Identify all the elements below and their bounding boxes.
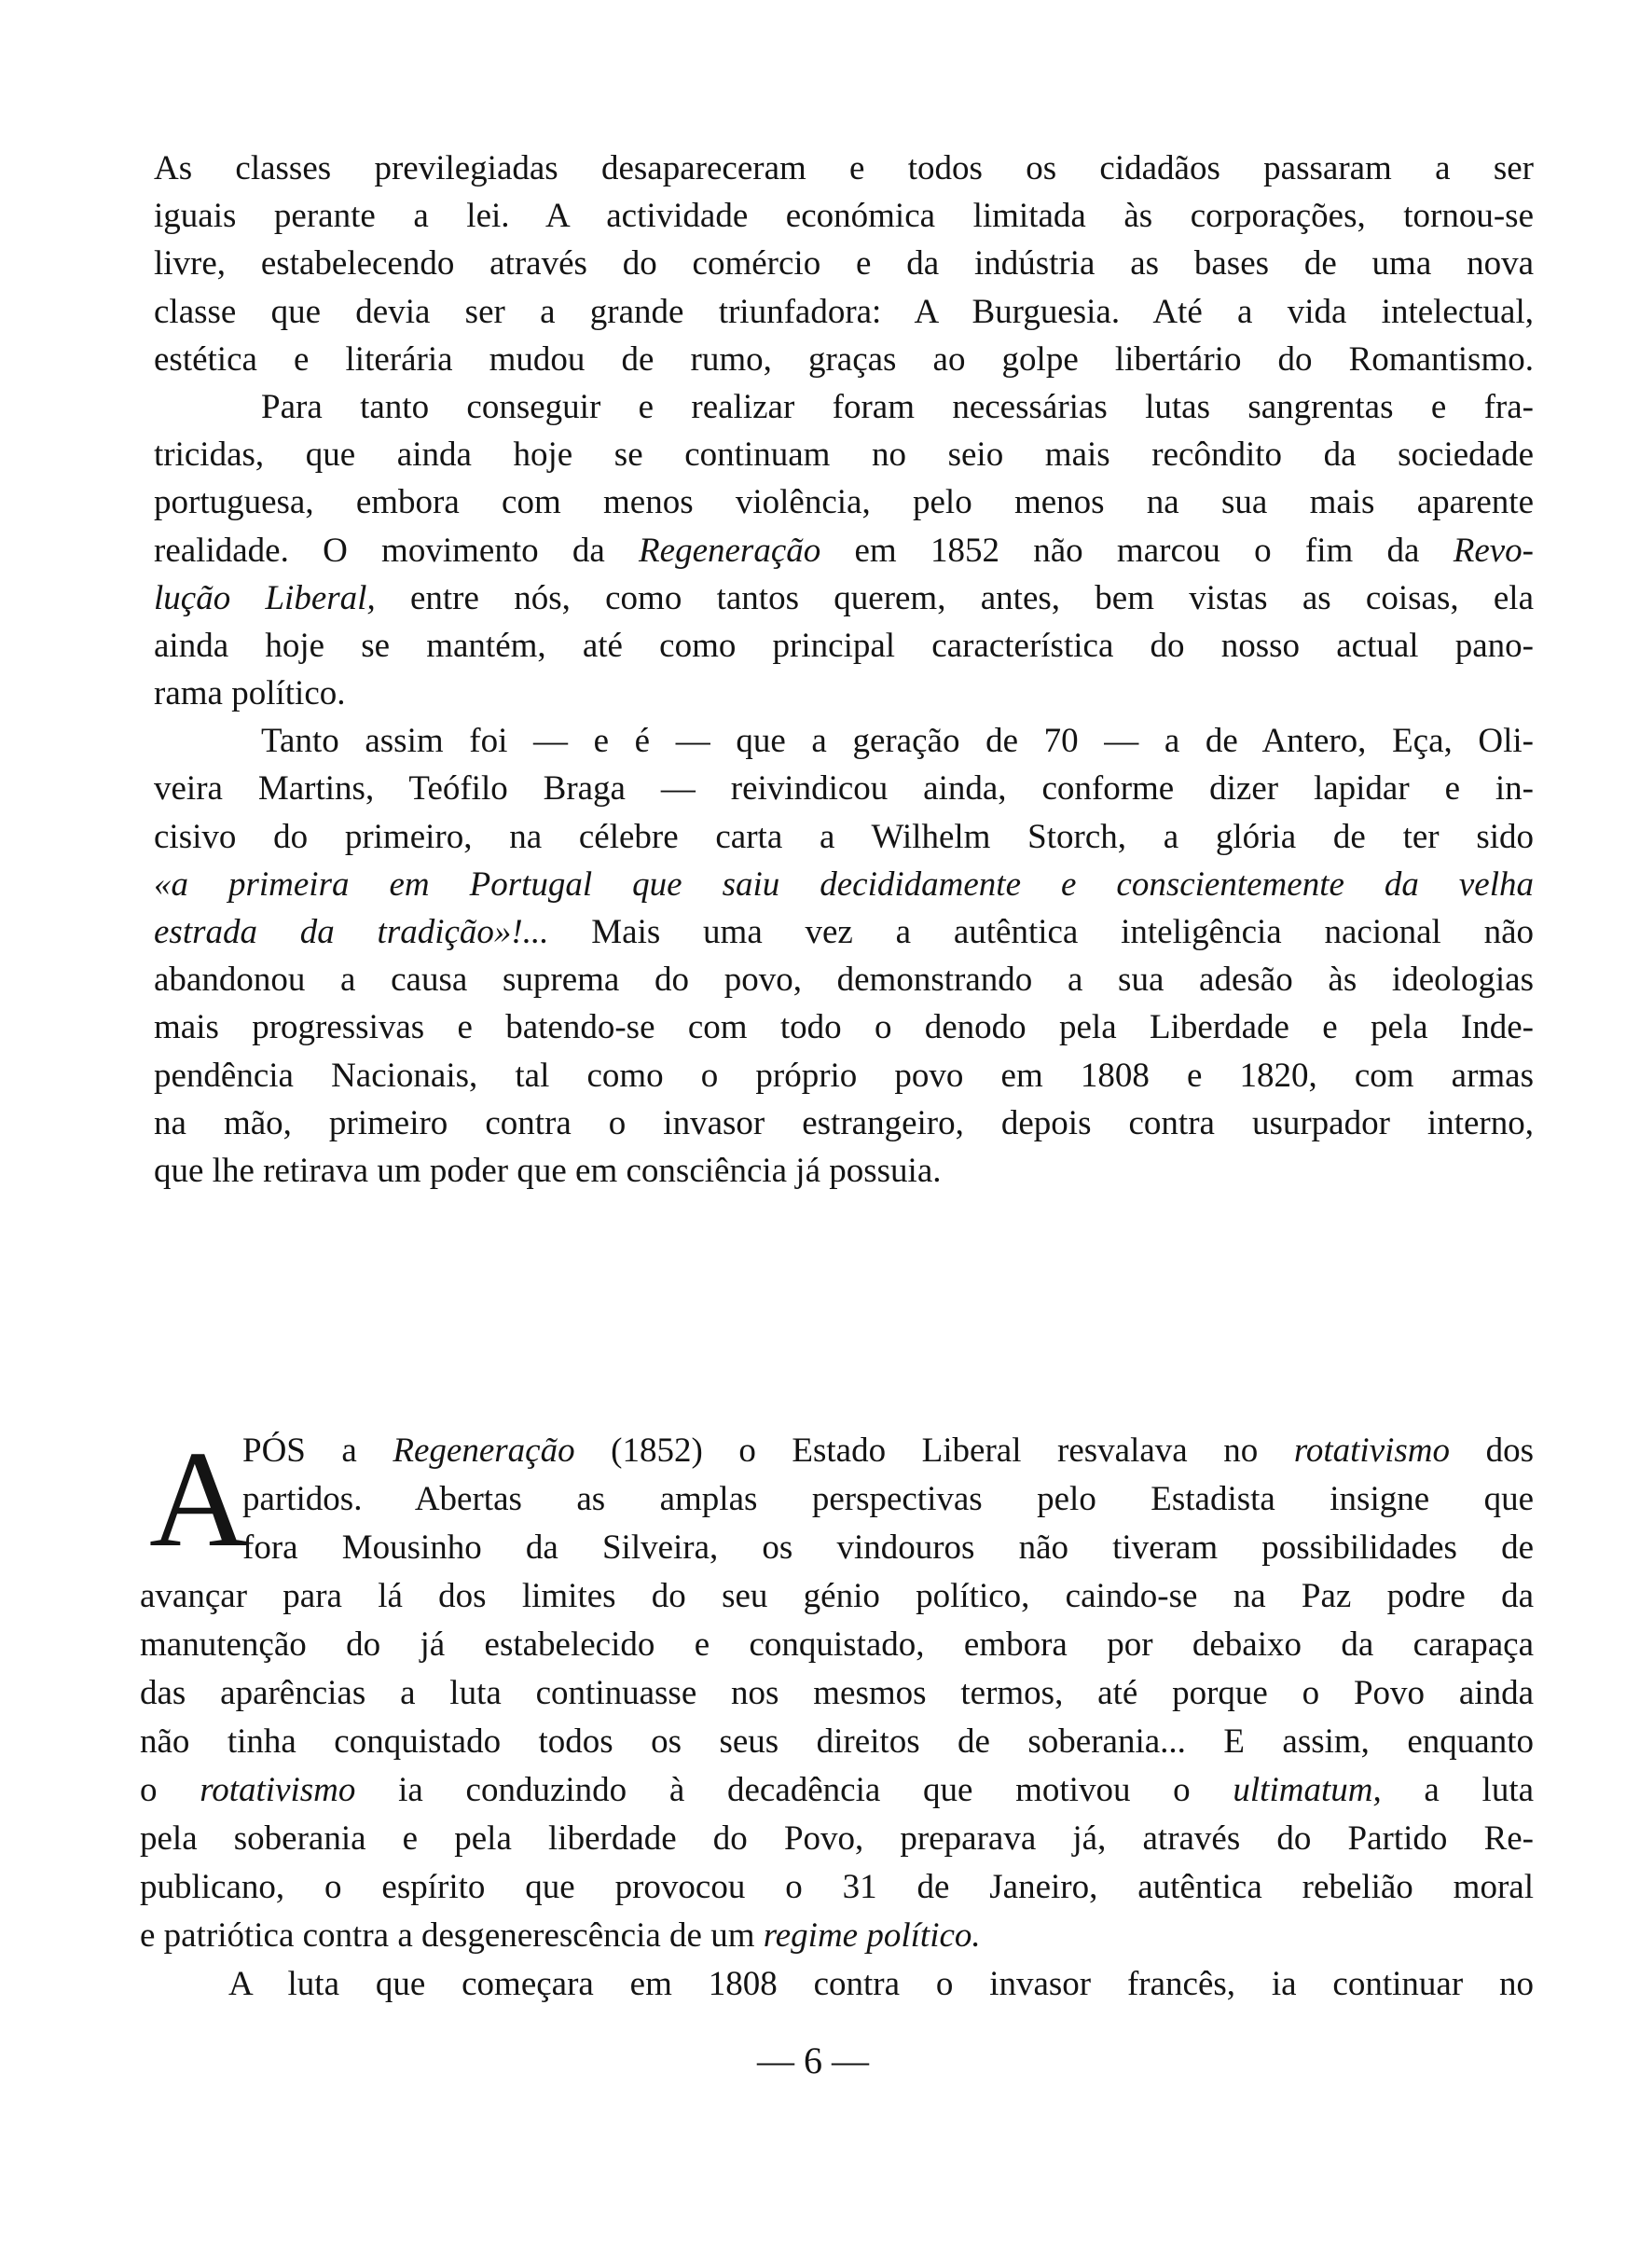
text-line: das aparências a luta continuasse nos mesmos termos, até porque o Povo ainda [140, 1674, 1534, 1712]
text-line: pela soberania e pela liberdade do Povo, preparava já, através do Partido Re- [140, 1819, 1534, 1858]
text-line: As classes previlegiadas desapareceram e todos os cidadãos passaram a ser [154, 149, 1534, 187]
text-line: o rotativismo ia conduzindo à decadência que motivou o ultimatum, a luta [140, 1771, 1535, 1809]
text-line: realidade. O movimento da Regeneração em 1852 não marcou o fim da Revo- [154, 531, 1534, 570]
text-line: lução Liberal, entre nós, como tantos querem, antes, bem vistas as coisas, ela [154, 578, 1535, 617]
text-line: avançar para lá dos limites do seu génio político, caindo-se na Paz podre da [140, 1577, 1534, 1615]
text-block-regeneration [140, 1423, 1535, 2009]
text-line: portuguesa, embora com menos violência, pelo menos na sua mais aparente [154, 483, 1534, 522]
text-line: não tinha conquistado todos os seus direitos de soberania... E assim, enquanto [140, 1722, 1534, 1761]
page-number: — 6 — [757, 2040, 869, 2081]
text-line: PÓS a Regeneração (1852) o Estado Liberal resvalava no rotativismo dos [242, 1431, 1534, 1470]
text-block-romanticism [154, 145, 1534, 1195]
text-line: A luta que começara em 1808 contra o invasor francês, ia continuar no [228, 1965, 1534, 2003]
text-line: abandonou a causa suprema do povo, demonstrando a sua adesão às ideologias [154, 961, 1534, 1000]
text-line: Para tanto conseguir e realizar foram necessárias lutas sangrentas e fra- [261, 387, 1534, 426]
text-line: cisivo do primeiro, na célebre carta a Wilhelm Storch, a glória de ter sido [154, 817, 1534, 856]
drop-cap: A [149, 1423, 249, 1576]
text-line: mais progressivas e batendo-se com todo o denodo pela Liberdade e pela Inde- [154, 1008, 1534, 1047]
text-line: Tanto assim foi — e é — que a geração de 70 — a de Antero, Eça, Oli- [261, 722, 1534, 761]
text-line: estrada da tradição»!... Mais uma vez a autêntica inteligência nacional não [154, 913, 1534, 951]
text-line: pendência Nacionais, tal como o próprio povo em 1808 e 1820, com armas [154, 1056, 1534, 1095]
text-line: na mão, primeiro contra o invasor estrangeiro, depois contra usurpador interno, [154, 1103, 1534, 1142]
text-line: fora Mousinho da Silveira, os vindouros não tiveram possibilidades de [242, 1528, 1534, 1567]
text-line: classe que devia ser a grande triunfadora: A Burguesia. Até a vida intelectual, [154, 292, 1534, 331]
text-line: manutenção do já estabelecido e conquistado, embora por debaixo da carapaça [140, 1625, 1534, 1664]
text-line: que lhe retirava um poder que em consciência já possuia. [154, 1151, 942, 1190]
text-line: tricidas, que ainda hoje se continuam no seio mais recôndito da sociedade [154, 436, 1534, 475]
text-line: partidos. Abertas as amplas perspectivas pelo Estadista insigne que [242, 1480, 1534, 1518]
text-line: ainda hoje se mantém, até como principal característica do nosso actual pano- [154, 626, 1534, 665]
text-line: livre, estabelecendo através do comércio e da indústria as bases de uma nova [154, 244, 1534, 284]
text-line: publicano, o espírito que provocou o 31 de Janeiro, autêntica rebelião moral [140, 1868, 1534, 1906]
text-line: «a primeira em Portugal que saiu decididamente e conscientemente da velha [154, 864, 1534, 904]
text-line: estética e literária mudou de rumo, graças ao golpe libertário do Romantismo. [154, 339, 1534, 379]
text-line: iguais perante a lei. A actividade económica limitada às corporações, tornou-se [154, 197, 1534, 236]
text-line: veira Martins, Teófilo Braga — reivindicou ainda, conforme dizer lapidar e in- [154, 769, 1534, 809]
text-line: rama político. [154, 674, 346, 713]
text-line: e patriótica contra a desgenerescência de um regime político. [140, 1916, 981, 1955]
